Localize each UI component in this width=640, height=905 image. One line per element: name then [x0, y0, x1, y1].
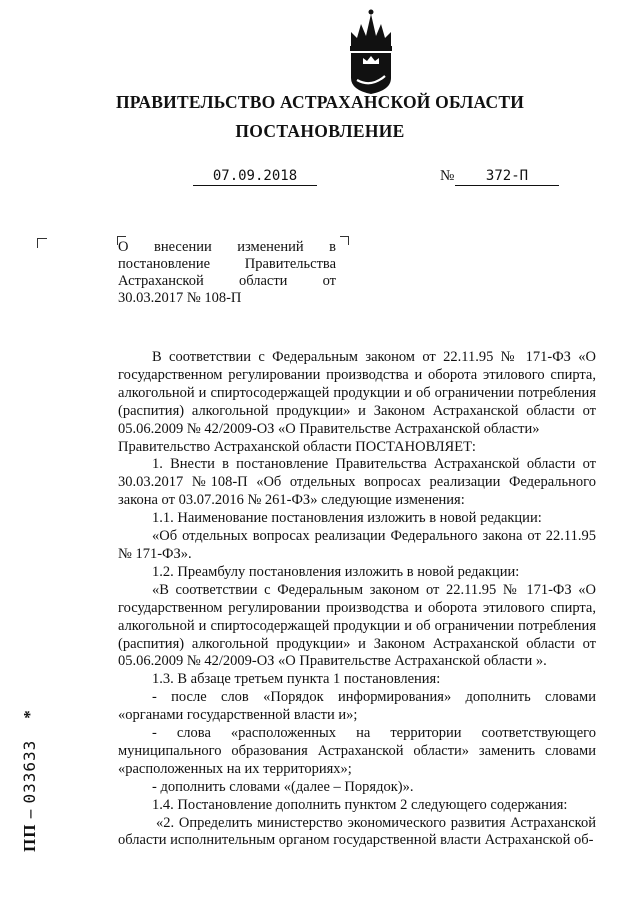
organization-title: ПРАВИТЕЛЬСТВО АСТРАХАНСКОЙ ОБЛАСТИ	[115, 92, 525, 112]
form-serial-number: 033633	[20, 739, 39, 804]
document-subject: О внесении изменений в постановление Правительства Астраханской области от 30.03.2017 № 108-П	[118, 239, 336, 306]
body-paragraph: «Об отдельных вопросах реализации Федерального закона от 22.11.95 № 171-ФЗ».	[118, 528, 596, 562]
body-paragraph: - дополнить словами «(далее – Порядок)».	[152, 778, 414, 795]
body-paragraph: - после слов «Порядок информирования» дополнить словами «органами государственной власти и»;	[118, 689, 596, 724]
document-type: ПОСТАНОВЛЕНИЕ	[235, 121, 405, 141]
body-paragraph: 1.4. Постановление дополнить пунктом 2 следующего содержания:	[152, 796, 568, 813]
document-date: 07.09.2018	[193, 168, 317, 186]
body-paragraph: 1.3. В абзаце третьем пункта 1 постановления:	[152, 671, 441, 688]
document-number: 372-П	[455, 168, 559, 186]
page-corner-mark	[37, 238, 47, 248]
star-mark: *	[20, 709, 39, 719]
body-paragraph: 1.2. Преамбулу постановления изложить в новой редакции:	[152, 563, 520, 580]
subject-corner-right	[340, 236, 349, 245]
body-paragraph: 1.1. Наименование постановления изложить в новой редакции:	[152, 510, 542, 527]
form-series: ПП	[20, 823, 39, 852]
body-paragraph: Правительство Астраханской области ПОСТАНОВЛЯЕТ:	[118, 438, 476, 455]
number-sign: №	[440, 168, 455, 184]
body-paragraph: В соответствии с Федеральным законом от 22.11.95 № 171-ФЗ «О государственном регулировании производства и оборота этилового спирта, алкогольной и спиртосодержащей продукции и об ограничении потребления (распития) алкогольной продукции» и Законом Астраханской области от 05.06.2009 № 42/2009-ОЗ «О Правительстве Астраханской области»	[118, 349, 596, 437]
body-paragraph: - слова «расположенных на территории соответствующего муниципального образования Астраханской области» заменить словами «расположенных на их территориях»;	[118, 725, 596, 777]
document-body	[118, 349, 596, 850]
form-serial-mark: ПП – 033633 *	[20, 709, 39, 852]
coat-of-arms-icon	[345, 6, 397, 96]
body-paragraph: «2. Определить министерство экономического развития Астраханской области исполнительным органом государственной власти Астраханской об-	[118, 814, 596, 849]
body-paragraph: 1. Внести в постановление Правительства Астраханской области от 30.03.2017 №108-П «Об отдельных вопросах реализации Федерального закона от 03.07.2016 № 261-ФЗ» следующие изменения:	[118, 456, 596, 509]
body-paragraph: «В соответствии с Федеральным законом от 22.11.95 № 171-ФЗ «О государственном регулировании производства и оборота этилового спирта, алкогольной и спиртосодержащей продукции и об ограничении потребления (распития) алкогольной продукции» и Законом Астраханской области от 05.06.2009 № 42/2009-ОЗ «О Правительстве Астраханской области ».	[118, 581, 596, 670]
